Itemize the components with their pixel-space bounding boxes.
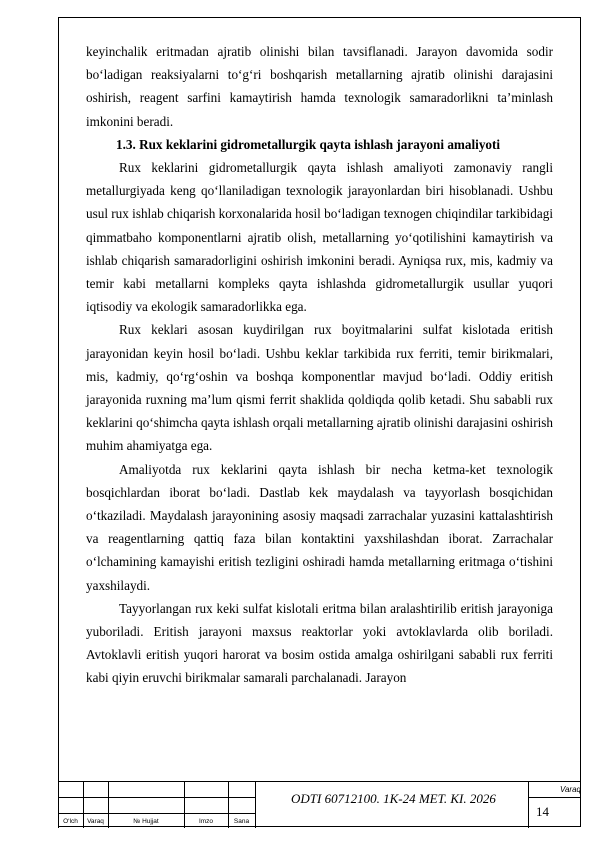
sheet-label: Varaq	[559, 785, 581, 794]
stamp-varaq-line	[528, 797, 581, 798]
paragraph-1: keyinchalik eritmadan ajratib olinishi bilan tavsiflanadi. Jarayon davomida sodir bo‘ladigan reaksiyalarni to‘g‘ri boshqarish metallarning ajratib olinishi darajasini oshirish, reagent sarfini kamaytirish hamda texnologik samaradorlikni ta’minlash imkonini beradi.	[86, 44, 553, 129]
stamp-imzo-label: Imzo	[198, 818, 214, 825]
document-body	[86, 40, 553, 690]
stamp-olch-label: O‘lch	[63, 818, 78, 825]
stamp-hujjat-label: № Hujjat	[133, 818, 159, 825]
stamp-col-line	[528, 782, 529, 828]
stamp-varaq-col-label: Varaq	[87, 818, 104, 825]
paragraph-2: Rux keklarini gidrometallurgik qayta ishlash amaliyoti zamonaviy rangli metallurgiyada keng qo‘llaniladigan texnologik jarayonlardan biri hisoblanadi. Ushbu usul rux ishlab chiqarish korxonalarida hosil bo‘ladigan texnogen chiqindilar tarkibidagi qimmatbaho komponentlarni ajratib olish, metallarning yo‘qotilishini kamaytirish va ishlab chiqarish samaradorligini oshirish imkonini beradi. Ayniqsa rux, mis, kadmiy va temir kabi metallarni kompleks qayta ishlashda gidrometallurgik usullar yuqori iqtisodiy va ekologik samaradorlikka ega.	[86, 160, 553, 315]
section-heading: 1.3. Rux keklarini gidrometallurgik qayta ishlash jarayoni amaliyoti	[116, 136, 501, 152]
page-number: 14	[536, 804, 549, 819]
title-block	[58, 781, 581, 828]
stamp-sana-label: Sana	[233, 818, 250, 825]
paragraph-5: Tayyorlangan rux keki sulfat kislotali eritma bilan aralashtirilib eritish jarayoniga yuboriladi. Eritish jarayoni maxsus reaktorlar yoki avtoklavlarda olib boriladi. Avtoklavli eritish yuqori harorat va bosim ostida amalga oshirilgani sababli rux ferriti kabi qiyin eruvchi birikmalar samarali parchalanadi. Jarayon	[86, 600, 553, 686]
stamp-row-line	[58, 797, 255, 798]
paragraph-4: Amaliyotda rux keklarini qayta ishlash bir necha ketma-ket texnologik bosqichlardan iborat bo‘ladi. Dastlab kek maydalash va tayyorlash bosqichidan o‘tkaziladi. Maydalash jarayonining asosiy maqsadi zarrachalar yuzasini kattalashtirish va reagentlarning qattiq faza bilan kontaktini yaxshilashdan iborat. Zarrachalar o‘lchamining kamayishi eritish tezligini oshiradi hamda metallarning eritmaga o‘tishini yaxshilaydi.	[86, 461, 553, 593]
stamp-row-line	[58, 813, 255, 814]
stamp-col-line	[255, 782, 256, 828]
document-code: ODTI 60712100. 1K-24 MET. KI. 2026	[291, 791, 496, 806]
paragraph-3: Rux keklari asosan kuydirilgan rux boyitmalarini sulfat kislotada eritish jarayonidan keyin hosil bo‘ladi. Ushbu keklar tarkibida rux ferriti, temir birikmalari, mis, kadmiy, qo‘rg‘oshin va boshqa komponentlar mavjud bo‘ladi. Oddiy eritish jarayonida ruxning ma’lum qismi ferrit shaklida qoldiqda qolib ketadi. Shu sababli rux keklarini qo‘shimcha qayta ishlash orqali metallarning ajratib olinishi darajasini oshirish muhim ahamiyatga ega.	[86, 322, 553, 454]
